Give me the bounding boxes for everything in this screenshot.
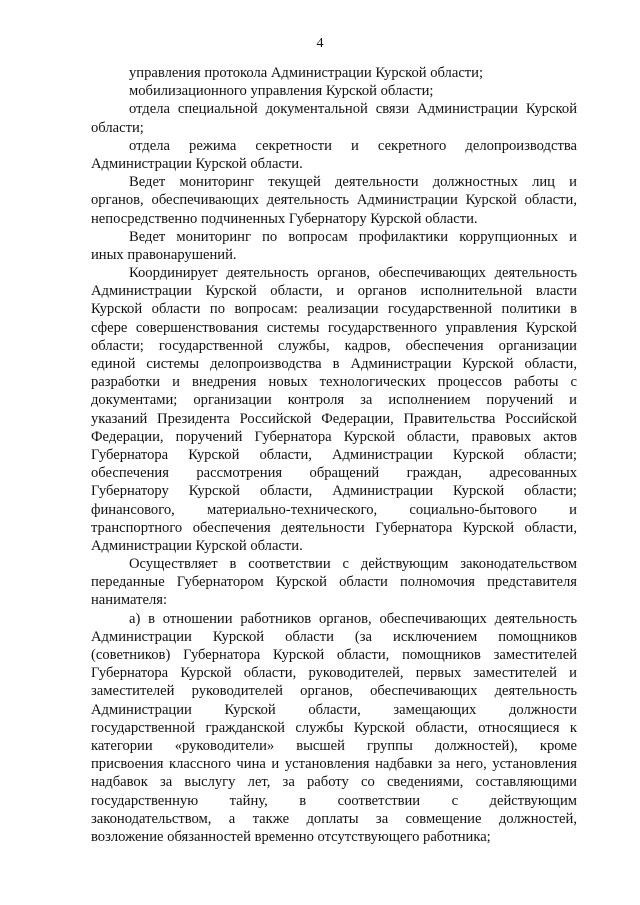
text-line: (советников) Губернатора Курской области, помощников заместителей	[91, 647, 577, 663]
text-line: разработки и внедрения новых технологических процессов работы с	[91, 374, 577, 391]
text-line: сфере совершенствования системы государственного управления Курской	[91, 319, 577, 336]
text-line: органов, обеспечивающих деятельность Администрации Курской области,	[91, 192, 577, 209]
text-line: Координирует деятельность органов, обеспечивающих деятельность	[129, 265, 577, 282]
text-line: государственной гражданской службы Курской области, относящиеся к	[91, 719, 577, 736]
text-line: обеспечения рассмотрения обращений граждан, адресованных	[91, 465, 577, 482]
text-line: законодательством, а также доплаты за совмещение должностей,	[91, 810, 577, 827]
text-line: государственную тайну, в соответствии с действующим	[91, 792, 577, 809]
text-line: возложение обязанностей временно отсутствующего работника;	[91, 828, 491, 845]
text-line: Администрации Курской области, замещающих должности	[91, 701, 577, 718]
text-line: Губернатора Курской области, Администрации Курской области;	[91, 446, 577, 463]
page-number: 4	[316, 36, 324, 51]
text-line: области;	[91, 119, 144, 136]
text-line: Администрации Курской области, и органов исполнительной власти	[91, 283, 577, 300]
text-line: надбавок за выслугу лет, за работу со сведениями, составляющими	[91, 774, 577, 791]
text-line: указаний Президента Российской Федерации, Правительства Российской	[91, 410, 577, 427]
text-line: Администрации Курской области.	[91, 155, 303, 172]
text-line: а) в отношении работников органов, обеспечивающих деятельность	[129, 610, 577, 627]
text-line: мобилизационного управления Курской области;	[129, 83, 434, 100]
text-line: переданные Губернатором Курской области полномочия представителя	[91, 574, 577, 591]
text-line: присвоения классного чина и установления надбавки за него, установления	[91, 756, 577, 773]
text-line: управления протокола Администрации Курской области;	[129, 65, 484, 81]
text-line: транспортного обеспечения деятельности Губернатора Курской области,	[91, 519, 577, 536]
text-line: заместителей руководителей органов, обеспечивающих деятельность	[91, 683, 577, 700]
text-line: отдела специальной документальной связи Администрации Курской	[129, 101, 577, 118]
text-line: отдела режима секретности и секретного делопроизводства	[129, 137, 577, 154]
text-line: Ведет мониторинг по вопросам профилактики коррупционных и	[129, 228, 577, 245]
text-line: категории «руководители» высшей группы должностей), кроме	[91, 737, 577, 754]
text-line: Курской области по вопросам: реализации государственной политики в	[91, 301, 577, 318]
text-line: нанимателя:	[91, 592, 168, 609]
text-line: документами; организации контроля за исполнением поручений и	[91, 392, 577, 409]
document-body	[91, 64, 577, 846]
text-line: непосредственно подчиненных Губернатору Курской области.	[91, 210, 478, 227]
text-line: Администрации Курской области.	[91, 537, 303, 554]
text-line: финансового, материально-технического, социально-бытового и	[91, 501, 577, 518]
text-line: Ведет мониторинг текущей деятельности должностных лиц и	[129, 174, 577, 191]
text-line: иных правонарушений.	[91, 246, 237, 263]
text-line: Губернатору Курской области, Администрации Курской области;	[91, 483, 577, 500]
text-line: Губернатора Курской области, руководителей, первых заместителей и	[91, 665, 577, 682]
text-line: единой системы делопроизводства в Администрации Курской области,	[91, 356, 577, 372]
text-line: Осуществляет в соответствии с действующим законодательством	[129, 556, 577, 573]
text-line: области; государственной службы, кадров, обеспечения организации	[91, 337, 577, 354]
text-line: Федерации, поручений Губернатора Курской области, правовых актов	[91, 428, 577, 445]
text-line: Администрации Курской области (за исключением помощников	[91, 628, 577, 645]
